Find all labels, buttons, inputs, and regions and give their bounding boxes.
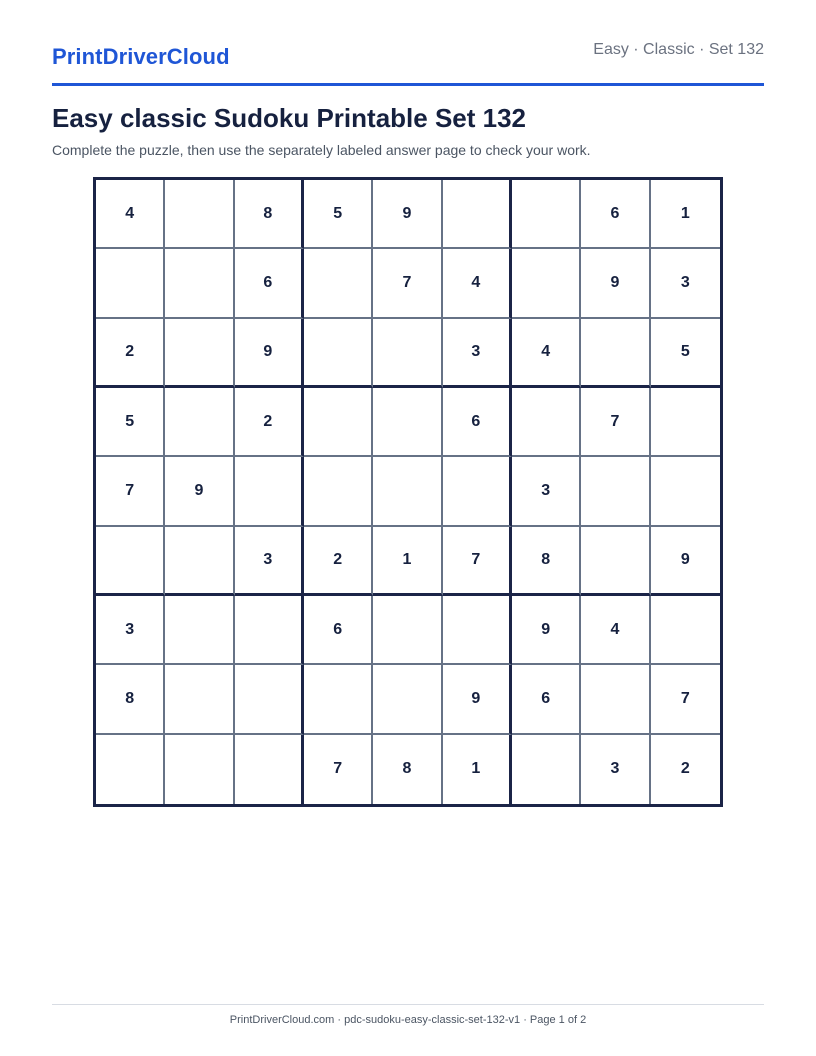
sudoku-cell [165,180,234,249]
sudoku-cell [96,735,165,804]
sudoku-cell [443,180,512,249]
sudoku-cell [235,457,304,526]
sudoku-cell: 6 [443,388,512,457]
sudoku-cell [96,527,165,596]
sudoku-cell [512,180,581,249]
sudoku-cell [581,665,650,734]
sudoku-cell [512,249,581,318]
sudoku-cell: 3 [651,249,720,318]
sudoku-cell: 7 [651,665,720,734]
sudoku-cell: 5 [651,319,720,388]
sudoku-cell [443,596,512,665]
page-subtitle: Complete the puzzle, then use the separately labeled answer page to check your work. [52,142,591,158]
sudoku-cell: 9 [235,319,304,388]
sudoku-cell: 4 [96,180,165,249]
sudoku-cell: 1 [443,735,512,804]
page-header [52,36,764,86]
sudoku-cell [512,388,581,457]
sudoku-cell: 7 [581,388,650,457]
page-title: Easy classic Sudoku Printable Set 132 [52,103,527,133]
sudoku-cell: 3 [512,457,581,526]
sudoku-cell [96,249,165,318]
sudoku-cell [304,388,373,457]
sudoku-cell: 2 [235,388,304,457]
sudoku-cell: 6 [581,180,650,249]
sudoku-cell [304,665,373,734]
sudoku-cell: 7 [443,527,512,596]
sudoku-cell: 5 [96,388,165,457]
sudoku-cell: 4 [512,319,581,388]
sudoku-cell: 3 [96,596,165,665]
sudoku-cell: 8 [96,665,165,734]
sudoku-cell: 5 [304,180,373,249]
sudoku-cell [581,527,650,596]
sudoku-cell [165,319,234,388]
sudoku-cell: 4 [443,249,512,318]
sudoku-cell: 7 [304,735,373,804]
sudoku-cell: 2 [680,760,690,778]
sudoku-cell: 4 [581,596,650,665]
sudoku-cell [512,735,581,804]
sudoku-cell [443,457,512,526]
sudoku-cell: 9 [373,180,442,249]
sudoku-cell: 1 [373,527,442,596]
sudoku-cell [165,388,234,457]
sudoku-cell: 9 [512,596,581,665]
sudoku-cell: 8 [235,180,304,249]
sudoku-cell [373,596,442,665]
sudoku-cell: 3 [235,527,304,596]
sudoku-cell: 6 [304,596,373,665]
sudoku-cell: 2 [304,527,373,596]
sudoku-cell [373,665,442,734]
sudoku-cell [373,388,442,457]
page-footer: PrintDriverCloud.com · pdc-sudoku-easy-classic-set-132-v1 · Page 1 of 2 [52,1004,764,1026]
sudoku-cell [165,527,234,596]
sudoku-cell [651,457,720,526]
sudoku-cell: 3 [581,735,650,804]
sudoku-cell: 9 [581,249,650,318]
sudoku-cell: 2 [96,319,165,388]
sudoku-cell [235,665,304,734]
sudoku-cell [165,735,234,804]
sudoku-cell [373,457,442,526]
header-tagline: Easy · Classic · Set 132 [593,41,764,58]
sudoku-cell: 6 [512,665,581,734]
sudoku-cell [235,735,304,804]
sudoku-cell [304,319,373,388]
sudoku-cell: 1 [651,180,720,249]
sudoku-cell: 7 [96,457,165,526]
sudoku-cell [235,596,304,665]
sudoku-cell [304,249,373,318]
sudoku-cell [581,457,650,526]
sudoku-cell [165,249,234,318]
sudoku-cell [165,596,234,665]
sudoku-cell: 3 [443,319,512,388]
sudoku-cell [581,319,650,388]
sudoku-cell: 7 [373,249,442,318]
sudoku-cell: 8 [512,527,581,596]
brand-logo: PrintDriverCloud [52,44,230,69]
sudoku-cell: 6 [235,249,304,318]
sudoku-cell [651,596,720,665]
sudoku-cell: 9 [165,457,234,526]
sudoku-cell [373,319,442,388]
sudoku-cell: 9 [651,527,720,596]
sudoku-cell [165,665,234,734]
sudoku-cell: 8 [373,735,442,804]
sudoku-cell [651,388,720,457]
sudoku-cell: 9 [443,665,512,734]
sudoku-cell [304,457,373,526]
sudoku-grid [93,177,723,807]
